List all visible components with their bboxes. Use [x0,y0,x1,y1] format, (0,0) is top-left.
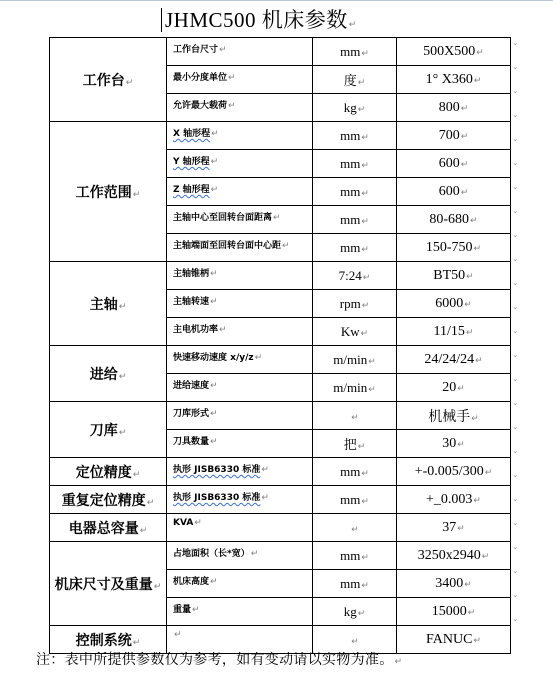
value-cell: 700↵ [397,122,511,150]
unit-cell: 7:24↵ [313,262,397,290]
unit-cell: mm↵ [313,542,397,570]
value-cell: 800↵ [397,94,511,122]
table-row [50,346,511,374]
value-cell: 150-750↵ [397,234,511,262]
unit-cell: 度↵ [313,66,397,94]
unit-cell: ↵ [313,514,397,542]
unit-cell: m/min↵ [313,374,397,402]
item-cell: Z 轴形程↵ [167,178,313,206]
group-cell: 机床尺寸及重量↵ [50,542,167,626]
value-cell: 11/15↵ [397,318,511,346]
text-cursor [161,8,162,32]
table-row [50,514,511,542]
value-cell: 37↵ [397,514,511,542]
group-cell: 工作范围↵ [50,122,167,262]
item-cell: 占地面积（长*宽）↵ [167,542,313,570]
item-cell: 允许最大载荷↵ [167,94,313,122]
footnote-text: 注：表中所提供参数仅为参考，如有变动请以实物为准。 [36,652,394,668]
table-row [50,262,511,290]
item-cell: 主轴端面至回转台面中心距↵ [167,234,313,262]
item-cell: 进给速度↵ [167,374,313,402]
item-cell: 主轴锥柄↵ [167,262,313,290]
title-text: JHMC500 机床参数 [165,8,348,32]
unit-cell: m/min↵ [313,346,397,374]
unit-cell: mm↵ [313,150,397,178]
document-title: JHMC500 机床参数↵ [165,8,357,32]
item-cell: 快速移动速度 x/y/z↵ [167,346,313,374]
value-cell: 6000↵ [397,290,511,318]
item-cell: 执形 JISB6330 标准↵ [167,486,313,514]
value-cell: 20↵ [397,374,511,402]
value-cell: 1° X360↵ [397,66,511,94]
value-cell: 80-680↵ [397,206,511,234]
page-top-border [0,0,553,1]
unit-cell: Kw↵ [313,318,397,346]
value-cell: 24/24/24↵ [397,346,511,374]
item-cell: 机床高度↵ [167,570,313,598]
unit-cell: 把↵ [313,430,397,458]
footnote: 注：表中所提供参数仅为参考，如有变动请以实物为准。↵ [36,652,403,668]
unit-cell: rpm↵ [313,290,397,318]
item-cell: 最小分度单位↵ [167,66,313,94]
table-row [50,542,511,570]
value-cell: 600↵ [397,150,511,178]
table-row [50,38,511,66]
item-cell: 重量↵ [167,598,313,626]
value-cell: 30↵ [397,430,511,458]
value-cell: 机械手↵ [397,402,511,430]
group-cell: 主轴↵ [50,262,167,346]
value-cell: FANUC↵ [397,626,511,654]
unit-cell: mm↵ [313,122,397,150]
item-cell: 执形 JISB6330 标准↵ [167,458,313,486]
table-row [50,402,511,430]
unit-cell: kg↵ [313,94,397,122]
group-cell: 电器总容量↵ [50,514,167,542]
value-cell: 3250x2940↵ [397,542,511,570]
unit-cell: mm↵ [313,178,397,206]
unit-cell: ↵ [313,626,397,654]
table-row [50,122,511,150]
value-cell: 15000↵ [397,598,511,626]
item-cell: 工作台尺寸↵ [167,38,313,66]
value-cell: BT50↵ [397,262,511,290]
item-cell: ↵ [167,626,313,654]
item-cell: KVA↵ [167,514,313,542]
spec-table [49,37,511,654]
value-cell: 600↵ [397,178,511,206]
item-cell: X 轴形程↵ [167,122,313,150]
value-cell: +_0.003↵ [397,486,511,514]
item-cell: 刀库形式↵ [167,402,313,430]
unit-cell: mm↵ [313,38,397,66]
item-cell: 主轴中心至回转台面距离↵ [167,206,313,234]
unit-cell: mm↵ [313,570,397,598]
value-cell: +-0.005/300↵ [397,458,511,486]
unit-cell: kg↵ [313,598,397,626]
table-row [50,458,511,486]
unit-cell: ↵ [313,402,397,430]
unit-cell: mm↵ [313,234,397,262]
group-cell: 重复定位精度↵ [50,486,167,514]
unit-cell: mm↵ [313,206,397,234]
table-row [50,486,511,514]
unit-cell: mm↵ [313,458,397,486]
group-cell: 定位精度↵ [50,458,167,486]
item-cell: 主轴转速↵ [167,290,313,318]
item-cell: 主电机功率↵ [167,318,313,346]
group-cell: 进给↵ [50,346,167,402]
unit-cell: mm↵ [313,486,397,514]
value-cell: 3400↵ [397,570,511,598]
group-cell: 工作台↵ [50,38,167,122]
group-cell: 刀库↵ [50,402,167,458]
value-cell: 500X500↵ [397,38,511,66]
group-cell: 控制系统↵ [50,626,167,654]
item-cell: 刀具数量↵ [167,430,313,458]
item-cell: Y 轴形程↵ [167,150,313,178]
